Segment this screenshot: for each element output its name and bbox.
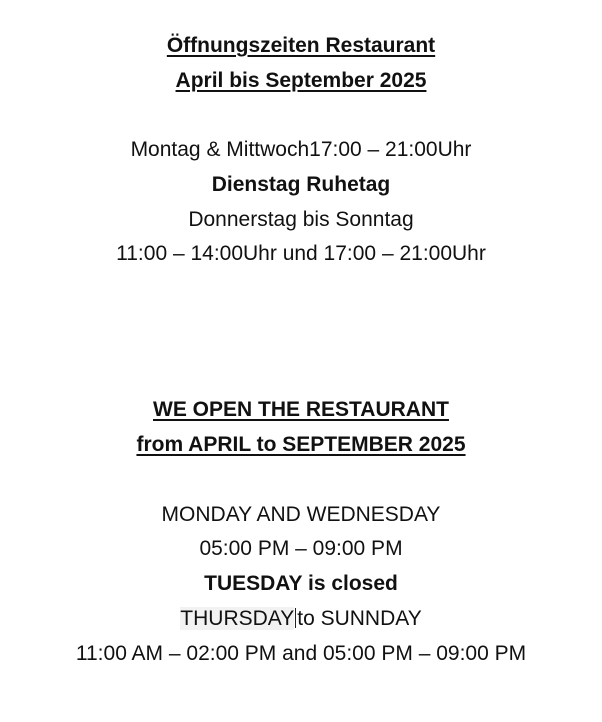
english-monday-wednesday-hours: 05:00 PM – 09:00 PM xyxy=(199,537,403,560)
english-thursday-sunday[interactable] xyxy=(0,606,602,632)
english-to-sunday-text: to SUNNDAY xyxy=(297,607,422,630)
german-monday-wednesday-hours: Montag & Mittwoch17:00 – 21:00Uhr xyxy=(130,138,472,161)
english-monday-wednesday: MONDAY AND WEDNESDAY xyxy=(161,503,441,526)
german-thursday-sunday: Donnerstag bis Sonntag xyxy=(188,208,414,231)
english-title-line-1: WE OPEN THE RESTAURANT xyxy=(153,398,449,421)
english-thursday-sunday-hours: 11:00 AM – 02:00 PM and 05:00 PM – 09:00 PM xyxy=(75,642,527,665)
german-title-line-1: Öffnungszeiten Restaurant xyxy=(166,34,436,57)
german-tuesday-closed: Dienstag Ruhetag xyxy=(211,173,391,196)
german-title-line-2: April bis September 2025 xyxy=(175,69,427,92)
english-title-line-2: from APRIL to SEPTEMBER 2025 xyxy=(136,433,466,456)
english-thursday-word: THURSDAY xyxy=(180,607,295,630)
english-tuesday-closed: TUESDAY is closed xyxy=(204,572,398,595)
german-thursday-sunday-hours: 11:00 – 14:00Uhr und 17:00 – 21:00Uhr xyxy=(116,242,486,265)
